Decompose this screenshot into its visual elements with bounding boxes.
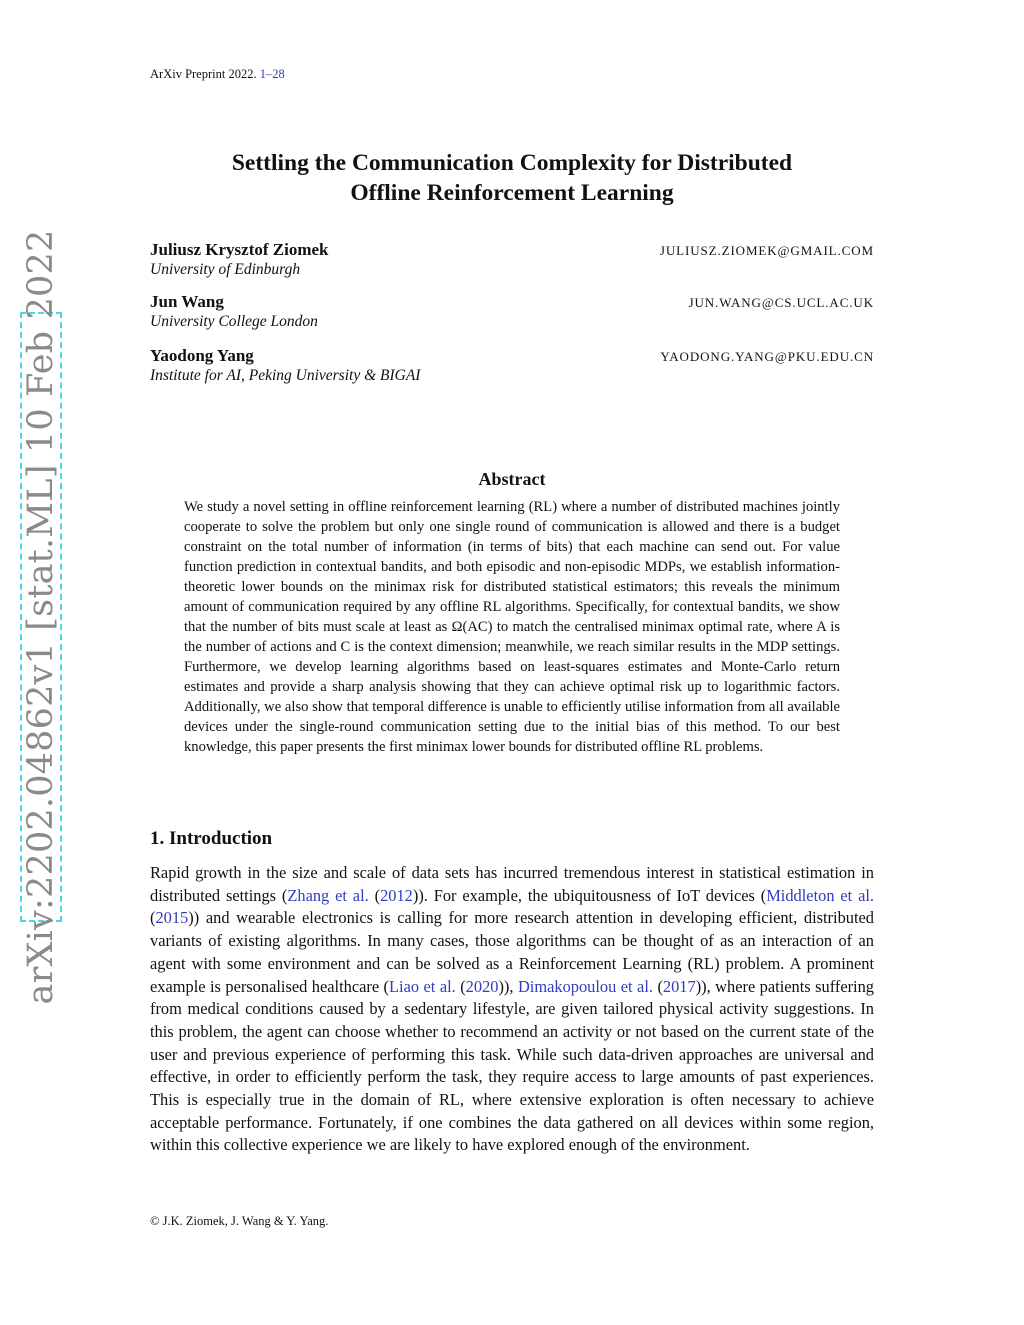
author-name: Juliusz Krysztof Ziomek [150, 240, 329, 259]
intro-text-after-middleton: ) and wearable electronics is calling for more research attention in developing efficient, distributed variants of existing algorithms. In many cases, those algorithms can be thought of as an interaction of an agent with some environment and can be solved as a Reinforcement Learning (RL) problem. A prominent example is personalised healthcare ( [150, 908, 874, 996]
intro-text-end: ), where patients suffering from medical conditions caused by a sedentary lifestyle, are given tailored physical activity suggestions. In this problem, the agent can choose whether to recommend an activity or not based on the current state of the user and previous experience of performing this task. While such data-driven approaches are universal and effective, in order to efficiently perform the task, they require access to large amounts of past experiences. This is especially true in the domain of RL, where extensive exploration is often necessary to achieve acceptable performance. Fortunately, if one combines the data gathered on all devices within some region, within this collective experience we are likely to have explored enough of the environment. [150, 976, 874, 1155]
intro-text-after-zhang: ). For example, the ubiquitousness of IoT devices ( [418, 885, 767, 905]
title-line-2: Offline Reinforcement Learning [350, 180, 674, 206]
author-name: Yaodong Yang [150, 346, 254, 365]
introduction-paragraph: Rapid growth in the size and scale of data sets has incurred tremendous interest in statistical estimation in distributed settings (Zhang et al. (2012)). For example, the ubiquitousness of IoT devices (Middleton et al. (2015)) and wearable electronics is calling for more research attention in developing efficient, distributed variants of existing algorithms. In many cases, those algorithms can be thought of as an interaction of an agent with some environment and can be solved as a Reinforcement Learning (RL) problem. A prominent example is personalised healthcare (Liao et al. (2020)), Dimakopoulou et al. (2017)), where patients suffering from medical conditions caused by a sedentary lifestyle, are given tailored physical activity suggestions. In this problem, the agent can choose whether to recommend an activity or not based on the current state of the user and previous experience of performing this task. While such data-driven approaches are universal and effective, in order to efficiently perform the task, they require access to large amounts of past experiences. This is especially true in the domain of RL, where extensive exploration is often necessary to achieve acceptable performance. Fortunately, if one combines the data gathered on all devices within some region, within this collective experience we are likely to have explored enough of the environment. [150, 863, 874, 1155]
citation-dimakopoulou[interactable]: Dimakopoulou et al. [517, 976, 653, 996]
arxiv-stamp-text: arXiv:2202.04862v1 [stat.ML] 10 Feb 2022 [21, 229, 61, 1005]
intro-text-between: ), [503, 976, 518, 996]
author-email[interactable]: JUN.WANG@CS.UCL.AC.UK [688, 295, 874, 310]
citation-middleton[interactable]: Middleton et al. [766, 885, 874, 905]
preprint-header [150, 67, 285, 82]
author-block [150, 346, 874, 385]
author-block [150, 240, 874, 279]
citation-year-liao[interactable]: 2020 [465, 976, 499, 996]
copyright-footer: © J.K. Ziomek, J. Wang & Y. Yang. [150, 1214, 329, 1228]
paper-title [150, 148, 874, 208]
title-line-1: Settling the Communication Complexity for Distributed [231, 150, 793, 176]
author-email[interactable]: JULIUSZ.ZIOMEK@GMAIL.COM [659, 243, 874, 258]
abstract-heading: Abstract [478, 469, 546, 489]
author-affiliation: University of Edinburgh [150, 261, 301, 278]
introduction-heading: 1. Introduction [150, 828, 273, 849]
arxiv-stamp[interactable] [20, 229, 62, 1005]
abstract-text: We study a novel setting in offline reinforcement learning (RL) where a number of distributed machines jointly cooperate to solve the problem but only one single round of communication is allowed and there is a budget constraint on the total number of information (in terms of bits) that each machine can send out. For value function prediction in contextual bandits, and both episodic and non-episodic MDPs, we establish information-theoretic lower bounds on the minimax risk for distributed statistical estimators; this reveals the minimum amount of communication required by any offline RL algorithms. Specifically, for contextual bandits, we show that the number of bits must scale at least as Ω(AC) to match the centralised minimax optimal rate, where A is the number of actions and C is the context dimension; meanwhile, we reach similar results in the MDP settings. Furthermore, we develop learning algorithms based on least-squares estimates and Monte-Carlo return estimates and provide a sharp analysis showing that they can achieve optimal risk up to logarithmic factors. Additionally, we also show that temporal difference is unable to efficiently utilise information from all available devices under the single-round communication setting due to the initial bias of this method. To our best knowledge, this paper presents the first minimax lower bounds for distributed offline RL problems. [184, 499, 840, 755]
citation-year-dimakopoulou[interactable]: 2017 [662, 976, 696, 996]
preprint-label: ArXiv Preprint 2022. [150, 67, 257, 81]
author-name: Jun Wang [150, 292, 224, 311]
page-range-link[interactable]: 1–28 [259, 67, 285, 81]
intro-text-start: Rapid growth in the size and scale of data sets has incurred tremendous interest in statistical estimation in distributed settings ( [150, 863, 874, 905]
citation-zhang[interactable]: Zhang et al. [287, 885, 369, 905]
author-email[interactable]: YAODONG.YANG@PKU.EDU.CN [660, 349, 874, 364]
citation-year-zhang[interactable]: 2012 [380, 885, 413, 905]
citation-year-middleton[interactable]: 2015 [155, 908, 189, 928]
author-affiliation: Institute for AI, Peking University & BIGAI [150, 367, 421, 384]
citation-liao[interactable]: Liao et al. [389, 976, 456, 996]
author-affiliation: University College London [150, 313, 318, 330]
author-block [150, 292, 874, 331]
